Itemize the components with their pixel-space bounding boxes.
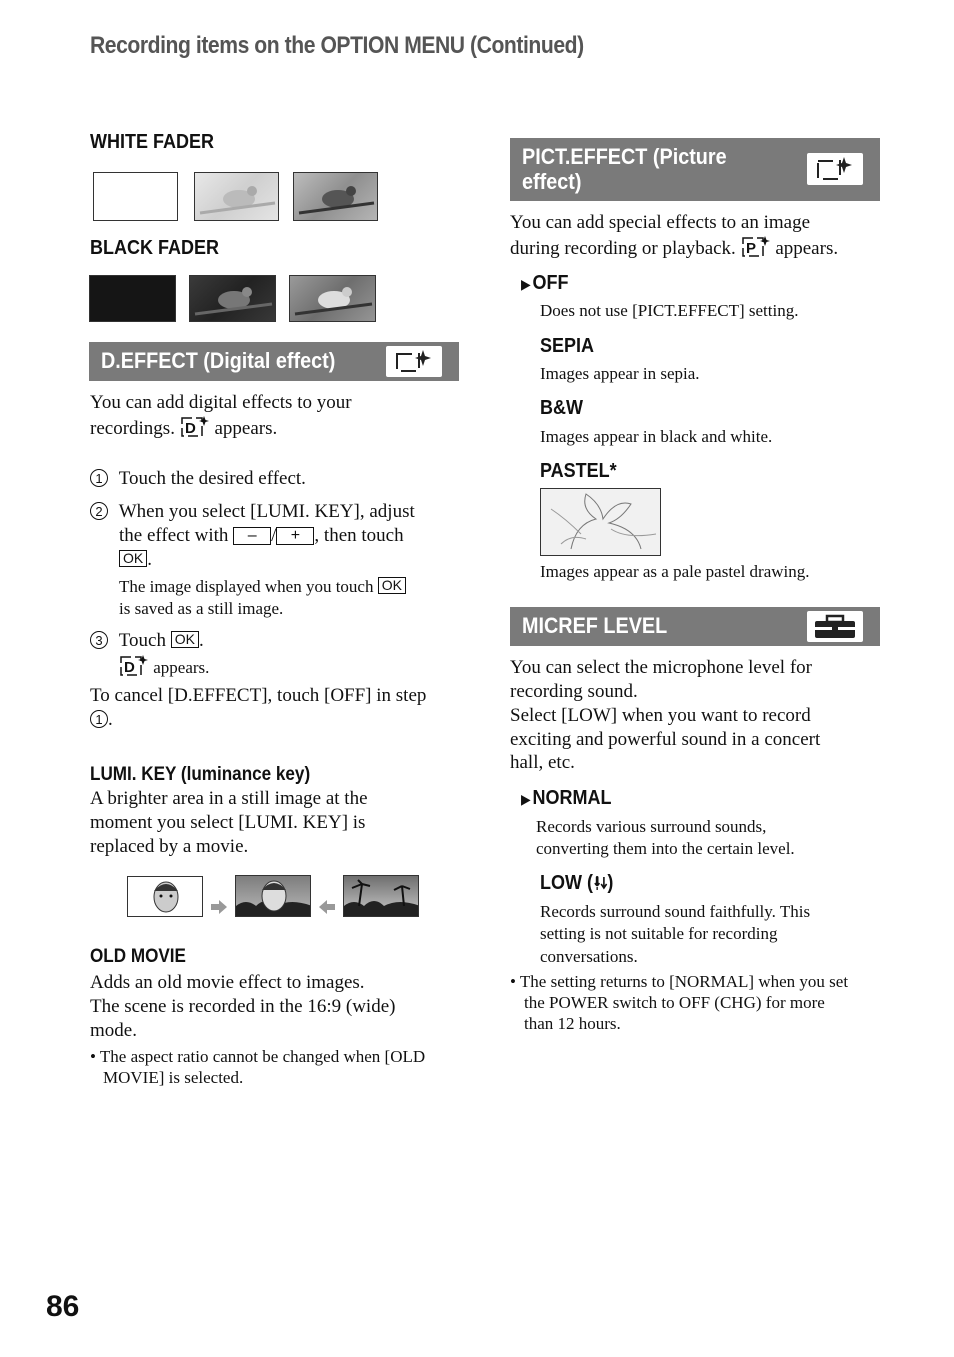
micref-low-line1: Records surround sound faithfully. This xyxy=(540,902,811,921)
deffect-step-2-line3 xyxy=(119,548,152,572)
d-effect-icon xyxy=(180,415,210,444)
pict-intro-appears: appears. xyxy=(775,238,839,259)
minus-button[interactable]: – xyxy=(233,527,271,545)
mic-low-icon xyxy=(593,874,607,898)
default-marker-icon: ▶ xyxy=(521,791,531,807)
deffect-cancel-line2 xyxy=(90,708,113,732)
micref-intro-line2: recording sound. xyxy=(510,681,638,702)
micref-bullet-text: The setting returns to [NORMAL] when you set xyxy=(519,972,849,991)
lumi-line3: replaced by a movie. xyxy=(90,836,249,857)
pict-intro-line1: You can add special effects to an image xyxy=(510,212,811,233)
bird-image xyxy=(190,276,276,322)
deffect-step-2-line2 xyxy=(119,524,404,548)
micref-normal-heading xyxy=(521,787,611,810)
lumi-key-heading: LUMI. KEY (luminance key) xyxy=(90,764,311,785)
old-movie-bullet-line2: MOVIE] is selected. xyxy=(103,1068,244,1087)
step-3-appears-text: appears. xyxy=(153,658,210,677)
step-number-3: 3 xyxy=(90,631,108,649)
step-number-2: 2 xyxy=(90,502,108,520)
deffect-cancel-line1: To cancel [D.EFFECT], touch [OFF] in step xyxy=(90,685,427,706)
pict-sepia-text: Images appear in sepia. xyxy=(540,364,700,383)
deffect-step-2-note xyxy=(119,576,406,598)
note-text-a: The image displayed when you touch xyxy=(119,577,374,596)
low-heading-text: LOW ( xyxy=(540,872,593,894)
picture-effect-icon xyxy=(807,153,863,185)
arrow-left-icon xyxy=(318,899,336,920)
lumi-line1: A brighter area in a still image at the xyxy=(90,788,368,809)
lumi-key-beach-image xyxy=(343,875,419,917)
bullet-icon: • xyxy=(90,1047,96,1066)
p-effect-icon xyxy=(741,235,771,264)
deffect-intro-line1: You can add digital effects to your xyxy=(90,392,352,413)
micref-intro-line1: You can select the microphone level for xyxy=(510,657,812,678)
plus-button[interactable]: + xyxy=(276,527,314,545)
micref-low-line3: conversations. xyxy=(540,947,638,966)
step-2-text-c: , then touch xyxy=(314,525,404,546)
pict-intro-line2 xyxy=(510,235,838,264)
micref-bullet-line3: than 12 hours. xyxy=(524,1014,621,1033)
bird-image xyxy=(195,173,279,221)
white-fader-image-3 xyxy=(293,172,378,221)
white-fader-image-2 xyxy=(194,172,279,221)
pict-banner-title-line2: effect) xyxy=(522,169,582,194)
cancel-period: . xyxy=(108,709,113,730)
micref-intro-line5: hall, etc. xyxy=(510,752,575,773)
step-2-sep: / xyxy=(271,525,277,546)
ok-button[interactable]: OK xyxy=(119,550,147,567)
old-movie-bullet xyxy=(90,1046,425,1068)
old-movie-line2: The scene is recorded in the 16:9 (wide) xyxy=(90,996,396,1017)
ok-button[interactable]: OK xyxy=(171,631,199,648)
step-2-text-a: When you select [LUMI. KEY], adjust xyxy=(118,501,415,522)
black-fader-image-3 xyxy=(289,275,376,322)
bird-image xyxy=(294,173,378,221)
black-fader-image-1 xyxy=(89,275,176,322)
pict-bw-text: Images appear in black and white. xyxy=(540,427,773,446)
pict-off-heading xyxy=(521,272,569,295)
step-2-text-b: the effect with xyxy=(119,525,229,546)
step-1-text: Touch the desired effect. xyxy=(118,468,306,489)
old-movie-line1: Adds an old movie effect to images. xyxy=(90,972,365,993)
micref-banner xyxy=(510,607,880,646)
micref-normal-line2: converting them into the certain level. xyxy=(536,839,795,858)
old-movie-bullet-text: The aspect ratio cannot be changed when [OLD xyxy=(99,1047,426,1066)
micref-low-heading xyxy=(540,872,613,898)
bullet-icon: • xyxy=(510,972,516,991)
pastel-flower-image xyxy=(540,488,661,556)
svg-text:P: P xyxy=(745,240,756,257)
pict-pastel-text: Images appear as a pale pastel drawing. xyxy=(540,562,810,581)
deffect-intro-appears: appears. xyxy=(214,418,278,439)
micref-intro-line4: exciting and powerful sound in a concert xyxy=(510,729,821,750)
arrow-right-icon xyxy=(210,899,228,920)
deffect-intro-text: recordings. xyxy=(90,418,175,439)
step-number-1: 1 xyxy=(90,469,108,487)
old-movie-heading: OLD MOVIE xyxy=(90,946,186,967)
note-text-b: is saved as a still image. xyxy=(119,599,284,618)
default-marker-icon: ▶ xyxy=(521,276,531,292)
micref-low-line2: setting is not suitable for recording xyxy=(540,924,778,943)
deffect-step-1 xyxy=(90,467,306,491)
micref-intro-line3: Select [LOW] when you want to record xyxy=(510,705,811,726)
off-heading-text: OFF xyxy=(532,272,569,294)
page-header-title: Recording items on the OPTION MENU (Continued) xyxy=(90,32,584,59)
black-fader-heading: BLACK FADER xyxy=(90,237,220,259)
micref-normal-line1: Records various surround sounds, xyxy=(536,817,767,836)
pict-banner-title-line1: PICT.EFFECT (Picture xyxy=(522,144,727,169)
step-3-text: Touch xyxy=(118,630,166,651)
deffect-banner-title: D.EFFECT (Digital effect) xyxy=(101,348,336,373)
pict-off-text: Does not use [PICT.EFFECT] setting. xyxy=(540,301,799,320)
deffect-intro-line2 xyxy=(90,415,277,444)
deffect-banner xyxy=(89,342,459,381)
ok-button[interactable]: OK xyxy=(378,577,406,594)
pict-bw-heading: B&W xyxy=(540,397,583,419)
toolbox-icon xyxy=(807,611,863,642)
normal-heading-text: NORMAL xyxy=(532,787,612,809)
pict-intro-text: during recording or playback. xyxy=(510,238,736,259)
lumi-line2: moment you select [LUMI. KEY] is xyxy=(90,812,366,833)
svg-text:D: D xyxy=(124,659,135,676)
page-number: 86 xyxy=(46,1290,80,1323)
white-fader-heading: WHITE FADER xyxy=(90,131,215,153)
pict-sepia-heading: SEPIA xyxy=(540,335,595,357)
step-number-1: 1 xyxy=(90,710,108,728)
bird-image xyxy=(290,276,376,322)
micref-bullet-line2: the POWER switch to OFF (CHG) for more xyxy=(524,993,825,1012)
deffect-step-2 xyxy=(90,500,415,524)
step-3-period: . xyxy=(198,630,204,651)
black-fader-image-2 xyxy=(189,275,276,322)
d-effect-icon xyxy=(119,654,149,682)
micref-bullet xyxy=(510,971,848,993)
micref-banner-title: MICREF LEVEL xyxy=(522,613,668,638)
digital-effect-icon xyxy=(386,346,442,377)
pict-pastel-heading: PASTEL* xyxy=(540,460,617,482)
step-2-period: . xyxy=(147,549,152,570)
lumi-key-composite-image xyxy=(235,875,311,917)
white-fader-image-1 xyxy=(93,172,178,221)
deffect-step-3-appears xyxy=(119,654,209,682)
lumi-key-face-image xyxy=(127,876,203,917)
deffect-step-3 xyxy=(90,629,204,653)
pict-effect-banner xyxy=(510,138,880,201)
low-heading-close: ) xyxy=(607,872,614,894)
svg-text:D: D xyxy=(184,420,196,437)
old-movie-line3: mode. xyxy=(90,1020,137,1041)
